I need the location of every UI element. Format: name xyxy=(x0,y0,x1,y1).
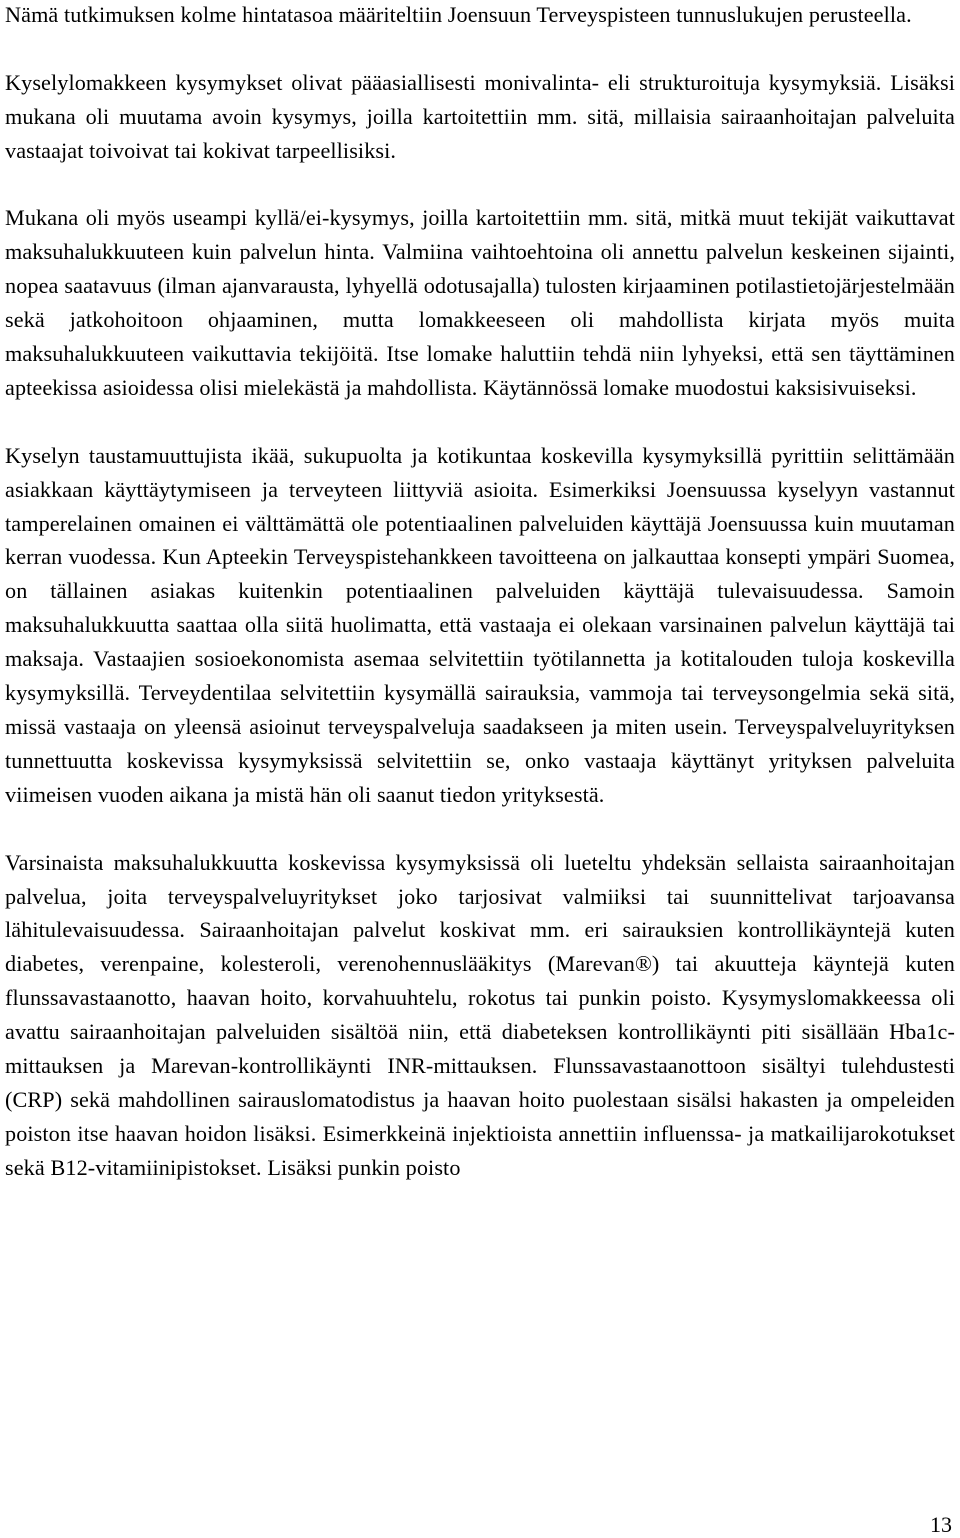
page-number: 13 xyxy=(930,1512,952,1537)
paragraph-gap xyxy=(5,168,955,202)
paragraph-yes-no-questions: Mukana oli myös useampi kyllä/ei-kysymys, joilla kartoitettiin mm. sitä, mitkä muut tekijät vaikuttavat maksuhalukkuuteen kuin palvelun hinta. Valmiina vaihtoehtoina oli annettu palvelun keskeinen sijainti, nopea saatavuus (ilman ajanvarausta, lyhyellä odotusajalla) tulosten kirjaaminen potilastietojärjestelmään sekä jatkohoitoon ohjaaminen, mutta lomakkeeseen oli mahdollista kirjata myös muita maksuhalukkuuteen vaikuttavia tekijöitä. Itse lomake haluttiin tehdä niin lyhyeksi, että sen täyttäminen apteekissa asioidessa olisi mielekästä ja mahdollista. Käytännössä lomake muodostui kaksisivuiseksi. xyxy=(5,205,955,400)
paragraph-willingness-to-pay: Varsinaista maksuhalukkuutta koskevissa kysymyksissä oli lueteltu yhdeksän sellaista sairaanhoitajan palvelua, joita terveyspalveluyritykset joko tarjosivat valmiiksi tai suunnittelivat tarjoavansa lähitulevaisuudessa. Sairaanhoitajan palvelut koskivat mm. eri sairauksien kontrollikäyntejä kuten diabetes, verenpaine, kolesteroli, verenohennuslääkitys (Marevan®) tai akuutteja käyntejä kuten flunssavastaanotto, haavan hoito, korvahuuhtelu, rokotus tai punkin poisto. Kysymyslomakkeessa oli avattu sairaanhoitajan palveluiden sisältöä niin, että diabeteksen kontrollikäynti piti sisällään Hba1c-mittauksen ja Marevan-kontrollikäynti INR-mittauksen. Flunssavastaanottoon sisältyi tulehdustesti (CRP) sekä mahdollinen sairauslomatodistus ja haavan hoito puolestaan sisälsi hakasten ja ompeleiden poiston itse haavan hoidon lisäksi. Esimerkkeinä injektioista annettiin influenssa- ja matkailijarokotukset sekä B12-vitamiinipistokset. Lisäksi punkin poisto xyxy=(5,849,955,1180)
paragraph-gap xyxy=(5,32,955,66)
paragraph-background-variables: Kyselyn taustamuuttujista ikää, sukupuolta ja kotikuntaa koskevilla kysymyksillä pyrittiin selittämään asiakkaan käyttäytymiseen ja terveyteen liittyviä asioita. Esimerkiksi Joensuussa kyselyyn vastannut tamperelainen omainen ei välttämättä ole potentiaalinen palveluiden käyttäjä Joensuussa kuin muutaman kerran vuodessa. Kun Apteekin Terveyspistehankkeen tavoitteena on jalkauttaa konsepti ympäri Suomea, on tällainen asiakas kuitenkin potentiaalinen palveluiden käyttäjä tulevaisuudessa. Samoin maksuhalukkuutta saattaa olla siitä huolimatta, että vastaaja ei olekaan varsinainen palvelun käyttäjä tai maksaja. Vastaajien sosioekonomista asemaa selvitettiin työtilannetta ja kotitalouden tuloja koskevilla kysymyksillä. Terveydentilaa selvitettiin kysymällä sairauksia, vammoja tai terveysongelmia sekä sitä, missä vastaaja on yleensä asioinut terveyspalveluja saadakseen ja miten usein. Terveyspalveluyrityksen tunnettuutta koskevissa kysymyksissä selvitettiin se, onko vastaaja käyttänyt yrityksen palveluita viimeisen vuoden aikana ja mistä hän oli saanut tiedon yrityksestä. xyxy=(5,442,955,807)
paragraph-price-levels: Nämä tutkimuksen kolme hintatasoa määriteltiin Joensuun Terveyspisteen tunnuslukujen perusteella. xyxy=(5,2,912,27)
paragraph-gap xyxy=(5,405,955,439)
paragraph-gap xyxy=(5,812,955,846)
paragraph-question-types: Kyselylomakkeen kysymykset olivat pääasiallisesti monivalinta- eli strukturoituja kysymyksiä. Lisäksi mukana oli muutama avoin kysymys, joilla kartoitettiin mm. sitä, millaisia sairaanhoitajan palveluita vastaajat toivoivat tai kokivat tarpeellisiksi. xyxy=(5,69,955,163)
document-body xyxy=(5,0,955,1185)
